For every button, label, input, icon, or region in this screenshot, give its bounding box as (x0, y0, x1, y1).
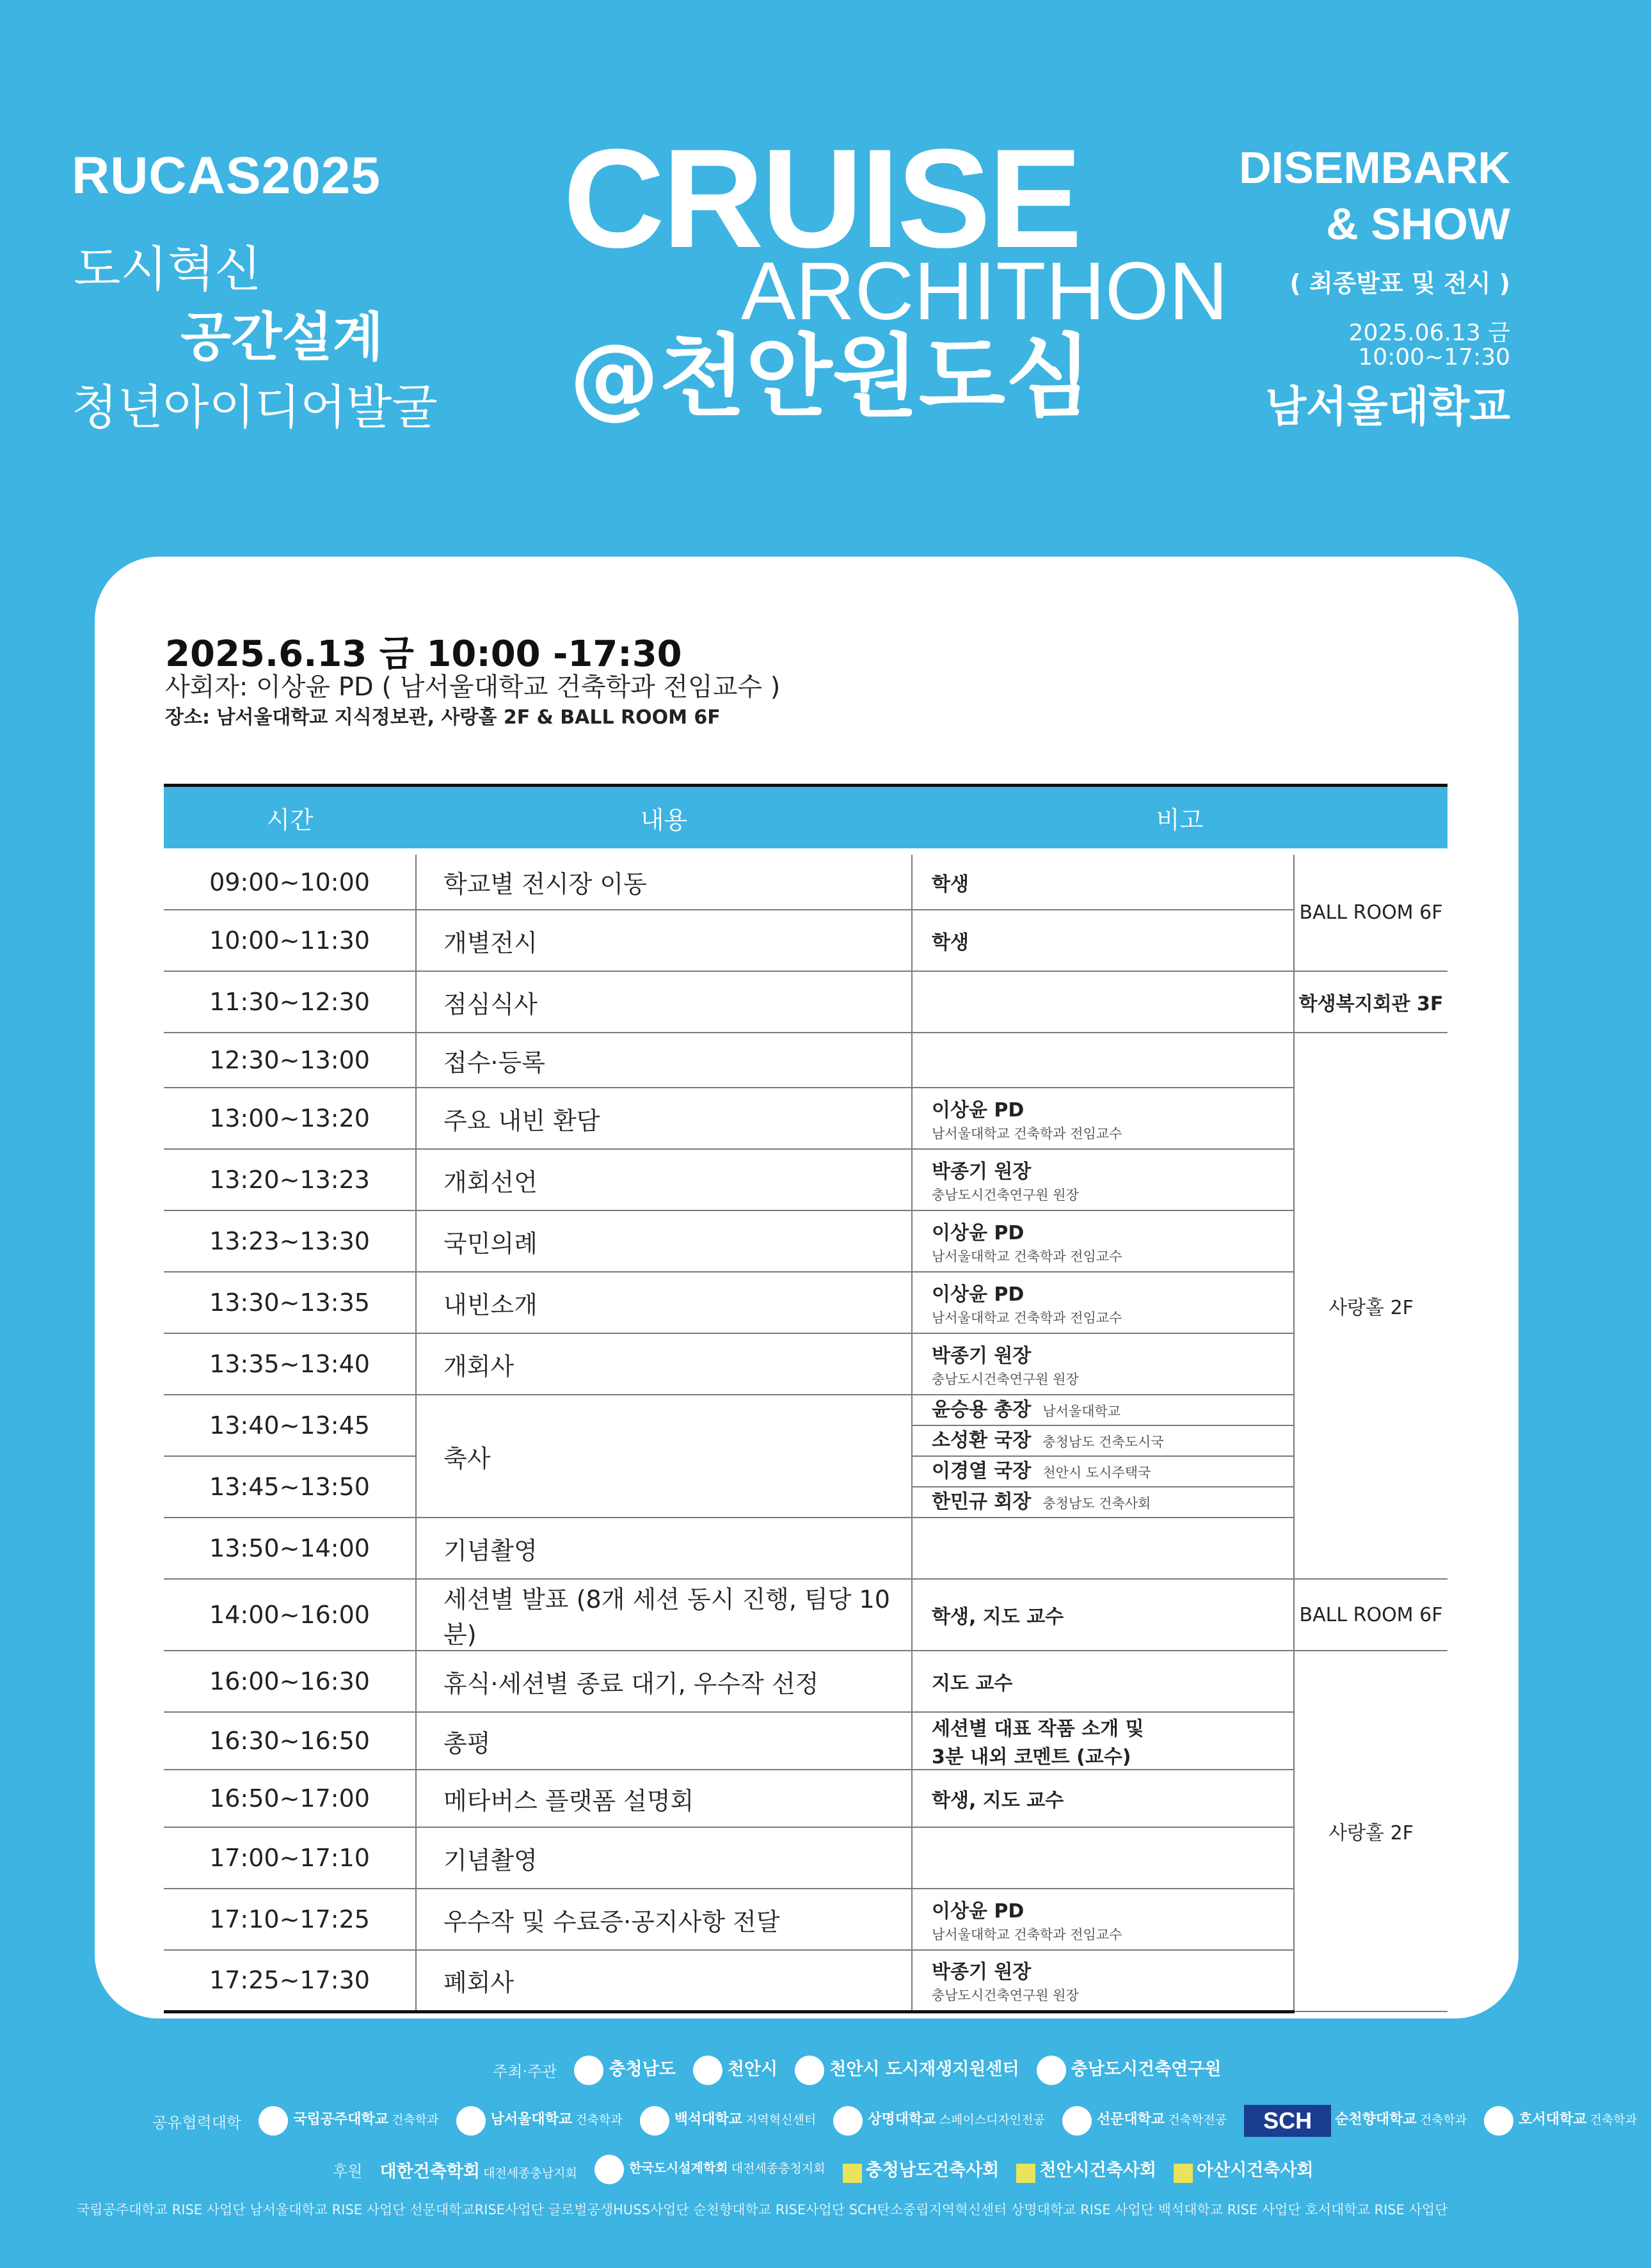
note-sub: 남서울대학교 건축학과 전임교수 (932, 1126, 1122, 1141)
row-time: 13:45~13:50 (164, 1456, 416, 1518)
row-room: BALL ROOM 6F (1294, 855, 1448, 971)
note-name: 박종기 원장 (932, 1961, 1032, 1984)
header-left-line-2: 공간설계 (180, 307, 383, 368)
spacer-row (164, 848, 1448, 855)
university-name: 순천향대학교 (1335, 2111, 1417, 2128)
event-datetime: 2025.6.13 금 10:00 -17:30 (165, 633, 682, 675)
note-sub: 충남도시건축연구원 원장 (932, 1372, 1079, 1387)
congrats-item (913, 1487, 1293, 1517)
nsu-logo-icon (456, 2106, 486, 2136)
row-note (912, 1889, 1294, 1950)
row-note (912, 1770, 1294, 1827)
row-time: 11:30~12:30 (164, 971, 416, 1033)
note-name: 이상윤 PD (932, 1900, 1025, 1923)
row-content: 폐회사 (416, 1950, 912, 2011)
note-name: 이경열 국장 (932, 1460, 1032, 1482)
university-logo (640, 2106, 816, 2136)
row-note (912, 971, 1294, 1033)
note-name: 이상윤 PD (932, 1283, 1025, 1306)
row-content: 국민의례 (416, 1210, 912, 1272)
row-note (912, 855, 1294, 910)
row-note (912, 1827, 1294, 1889)
organizer-logo (795, 2055, 1019, 2085)
row-note (912, 1272, 1294, 1333)
research-institute-logo-icon (1037, 2056, 1066, 2085)
table-row (164, 1651, 1448, 1712)
sch-logo-icon: SCH (1244, 2105, 1331, 2137)
sponsor-name: 천안시건축사회 (1039, 2161, 1156, 2181)
university-logo (456, 2106, 623, 2136)
header-time: 시간 (164, 786, 416, 849)
main-title-cruise: CRUISE (563, 120, 1080, 277)
cheonan-logo-icon (693, 2056, 722, 2085)
row-time: 16:50~17:00 (164, 1770, 416, 1827)
row-time: 17:00~17:10 (164, 1827, 416, 1889)
sponsor-row (333, 2155, 1328, 2184)
university-name: 국립공주대학교 (293, 2111, 388, 2128)
row-content: 총평 (416, 1712, 912, 1770)
cheonan-architects-logo-icon (1016, 2164, 1035, 2183)
sponsor-sub: 대전세종충청지회 (731, 2161, 826, 2176)
university-logo (833, 2106, 1045, 2136)
note-org: 충청남도 건축도시국 (1042, 1434, 1164, 1450)
main-title-location: @천안원도심 (570, 325, 1092, 429)
row-note (912, 1210, 1294, 1272)
table-row (164, 1033, 1448, 1088)
organizer-logo (693, 2055, 778, 2085)
row-room: 사랑홀 2F (1294, 1651, 1448, 2011)
table-row (164, 1395, 1448, 1456)
schedule-table (164, 784, 1448, 2013)
header-right-line-2: & SHOW (1326, 199, 1510, 249)
header-left-line-1: 도시혁신 (74, 241, 262, 297)
table-row (164, 1333, 1448, 1395)
row-content: 학교별 전시장 이동 (416, 855, 912, 910)
table-row (164, 855, 1448, 910)
row-note-congrats (912, 1395, 1294, 1518)
congrats-item (913, 1457, 1293, 1487)
row-content: 기념촬영 (416, 1827, 912, 1889)
row-content: 개별전시 (416, 910, 912, 971)
header-right-line-1: DISEMBARK (1239, 143, 1510, 193)
event-place: 장소: 남서울대학교 지식정보관, 사랑홀 2F & BALL ROOM 6F (165, 706, 721, 729)
row-content: 주요 내빈 환담 (416, 1088, 912, 1149)
note-name: 이상윤 PD (932, 1222, 1025, 1244)
organizer-label: 주최·주관 (493, 2062, 557, 2081)
header-left-line-3: 청년아이디어발굴 (72, 380, 438, 435)
organizer-name: 천안시 (727, 2059, 778, 2079)
organizer-logo (1037, 2055, 1222, 2085)
table-row (164, 971, 1448, 1033)
note-name: 학생, 지도 교수 (932, 1789, 1064, 1812)
university-name: 호서대학교 (1519, 2111, 1587, 2128)
sponsor-name: 한국도시설계학회 (629, 2160, 728, 2176)
row-note (912, 1033, 1294, 1088)
table-row (164, 1712, 1448, 1770)
row-time: 13:00~13:20 (164, 1088, 416, 1149)
sponsor-logo (843, 2156, 1000, 2183)
note-name-2: 3분 내외 코멘트 (교수) (932, 1746, 1131, 1768)
row-time: 10:00~11:30 (164, 910, 416, 971)
row-time: 17:10~17:25 (164, 1889, 416, 1950)
row-note (912, 1088, 1294, 1149)
university-dept: 스페이스디자인전공 (939, 2113, 1045, 2127)
chungnam-architects-logo-icon (843, 2164, 862, 2183)
organizer-name: 천안시 도시재생지원센터 (829, 2059, 1019, 2079)
sponsor-name: 충청남도건축사회 (865, 2161, 1000, 2181)
row-content: 점심식사 (416, 971, 912, 1033)
note-sub: 남서울대학교 건축학과 전임교수 (932, 1310, 1122, 1326)
table-header-row (164, 786, 1448, 849)
row-content: 축사 (416, 1395, 912, 1518)
note-name: 윤승용 총장 (932, 1399, 1032, 1421)
note-sub: 충남도시건축연구원 원장 (932, 1988, 1079, 2004)
row-time: 12:30~13:00 (164, 1033, 416, 1088)
congrats-item (913, 1395, 1293, 1426)
note-name: 한민규 회장 (932, 1491, 1032, 1513)
event-host: 사회자: 이상윤 PD ( 남서울대학교 건축학과 전임교수 ) (165, 672, 781, 702)
note-name: 박종기 원장 (932, 1345, 1032, 1367)
sangmyung-logo-icon (833, 2106, 863, 2136)
note-name: 지도 교수 (932, 1672, 1013, 1695)
university-dept: 건축학과 (575, 2113, 623, 2127)
note-name: 학생 (932, 873, 969, 896)
row-time: 16:00~16:30 (164, 1651, 416, 1712)
university-label: 공유협력대학 (152, 2113, 242, 2132)
row-room: BALL ROOM 6F (1294, 1579, 1448, 1651)
row-note (912, 1333, 1294, 1395)
event-code-title: RUCAS2025 (72, 147, 381, 205)
sunmoon-logo-icon (1062, 2106, 1092, 2136)
table-row (164, 910, 1448, 971)
table-row (164, 1149, 1448, 1210)
row-time: 13:40~13:45 (164, 1395, 416, 1456)
table-row (164, 1579, 1448, 1651)
note-sub: 남서울대학교 건축학과 전임교수 (932, 1249, 1122, 1264)
row-note (912, 1712, 1294, 1770)
organizer-name: 충남도시건축연구원 (1071, 2059, 1222, 2079)
row-content: 휴식·세션별 종료 대기, 우수작 선정 (416, 1651, 912, 1712)
urban-design-logo-icon (594, 2155, 624, 2184)
row-time: 14:00~16:00 (164, 1579, 416, 1651)
university-dept: 지역혁신센터 (746, 2113, 817, 2127)
note-name: 박종기 원장 (932, 1161, 1032, 1183)
row-content: 기념촬영 (416, 1518, 912, 1579)
sponsor-name: 대한건축학회 (379, 2161, 480, 2182)
row-time: 13:20~13:23 (164, 1149, 416, 1210)
table-row (164, 1827, 1448, 1889)
table-row (164, 1950, 1448, 2011)
row-content: 개회사 (416, 1333, 912, 1395)
table-row (164, 1272, 1448, 1333)
row-time: 13:50~14:00 (164, 1518, 416, 1579)
table-row (164, 1088, 1448, 1149)
header-right-venue: 남서울대학교 (1265, 382, 1510, 431)
organizer-logo (574, 2055, 675, 2085)
university-logo (1244, 2105, 1467, 2137)
sponsor-logo (594, 2155, 826, 2184)
hoseo-logo-icon (1484, 2106, 1513, 2136)
university-dept: 건축학과 (392, 2113, 439, 2127)
university-row (152, 2105, 1651, 2137)
table-row (164, 1518, 1448, 1579)
row-content: 내빈소개 (416, 1272, 912, 1333)
chungnam-logo-icon (574, 2056, 603, 2085)
row-time: 17:25~17:30 (164, 1950, 416, 2011)
row-content: 우수작 및 수료증·공지사항 전달 (416, 1889, 912, 1950)
table-row (164, 1770, 1448, 1827)
row-note (912, 1651, 1294, 1712)
table-row (164, 1210, 1448, 1272)
note-org: 남서울대학교 (1042, 1404, 1121, 1419)
row-content: 개회선언 (416, 1149, 912, 1210)
row-time: 13:30~13:35 (164, 1272, 416, 1333)
header-note: 비고 (912, 786, 1448, 849)
header-right-time: 10:00~17:30 (1358, 344, 1510, 370)
header-content: 내용 (416, 786, 912, 849)
university-dept: 건축학전공 (1168, 2113, 1227, 2127)
row-note (912, 1149, 1294, 1210)
row-time: 13:23~13:30 (164, 1210, 416, 1272)
university-name: 남서울대학교 (490, 2111, 573, 2128)
university-logo (259, 2106, 438, 2136)
university-name: 상명대학교 (868, 2111, 936, 2128)
row-room: 학생복지회관 3F (1294, 971, 1448, 1033)
row-content: 세션별 발표 (8개 세션 동시 진행, 팀당 10분) (416, 1579, 912, 1651)
note-name: 학생 (932, 932, 969, 954)
university-logo (1062, 2106, 1227, 2136)
organizer-row (493, 2055, 1235, 2085)
sponsor-logo (379, 2157, 577, 2182)
sponsor-logo (1016, 2156, 1156, 2183)
row-note (912, 910, 1294, 971)
schedule-card (95, 557, 1519, 2018)
note-name: 세션별 대표 작품 소개 및 (932, 1718, 1144, 1740)
rise-groups-line: 국립공주대학교 RISE 사업단 남서울대학교 RISE 사업단 선문대학교RISE사업단 글로벌공생HUSS사업단 순천향대학교 RISE사업단 SCH탄소중립지역혁신센터 상명대학교 RISE 사업단 백석대학교 RISE 사업단 호서대학교 RISE 사업단 (77, 2202, 1448, 2217)
sponsor-name: 아산시건축사회 (1197, 2161, 1314, 2181)
row-note (912, 1950, 1294, 2011)
note-sub: 남서울대학교 건축학과 전임교수 (932, 1927, 1122, 1942)
university-name: 백석대학교 (674, 2111, 742, 2128)
regen-center-logo-icon (795, 2056, 824, 2085)
asan-architects-logo-icon (1174, 2164, 1193, 2183)
note-org: 충청남도 건축사회 (1042, 1496, 1151, 1511)
row-room: 사랑홀 2F (1294, 1033, 1448, 1579)
main-title-archithon: ARCHITHON (741, 246, 1228, 337)
sponsor-logo (1174, 2156, 1314, 2183)
university-name: 선문대학교 (1096, 2111, 1165, 2128)
baekseok-logo-icon (640, 2106, 669, 2136)
note-org: 천안시 도시주택국 (1042, 1465, 1151, 1480)
table-row (164, 1889, 1448, 1950)
row-content: 접수·등록 (416, 1033, 912, 1088)
kongju-logo-icon (259, 2106, 288, 2136)
row-time: 16:30~16:50 (164, 1712, 416, 1770)
organizer-name: 충청남도 (609, 2059, 676, 2079)
congrats-item (913, 1426, 1293, 1457)
university-logo (1484, 2106, 1637, 2136)
university-dept: 건축학과 (1419, 2113, 1467, 2127)
university-dept: 건축학과 (1590, 2113, 1638, 2127)
row-note (912, 1518, 1294, 1579)
note-name: 이상윤 PD (932, 1099, 1025, 1122)
header-right-subtitle: ( 최종발표 및 전시 ) (1289, 269, 1510, 297)
row-content: 메타버스 플랫폼 설명회 (416, 1770, 912, 1827)
note-name: 학생, 지도 교수 (932, 1606, 1064, 1628)
sponsor-label: 후원 (333, 2162, 363, 2180)
note-name: 소성환 국장 (932, 1429, 1032, 1452)
sponsor-sub: 대전세종충남지회 (483, 2166, 577, 2180)
row-note (912, 1579, 1294, 1651)
note-sub: 충남도시건축연구원 원장 (932, 1187, 1079, 1203)
header-right-date: 2025.06.13 금 (1348, 320, 1510, 346)
row-time: 13:35~13:40 (164, 1333, 416, 1395)
row-time: 09:00~10:00 (164, 855, 416, 910)
